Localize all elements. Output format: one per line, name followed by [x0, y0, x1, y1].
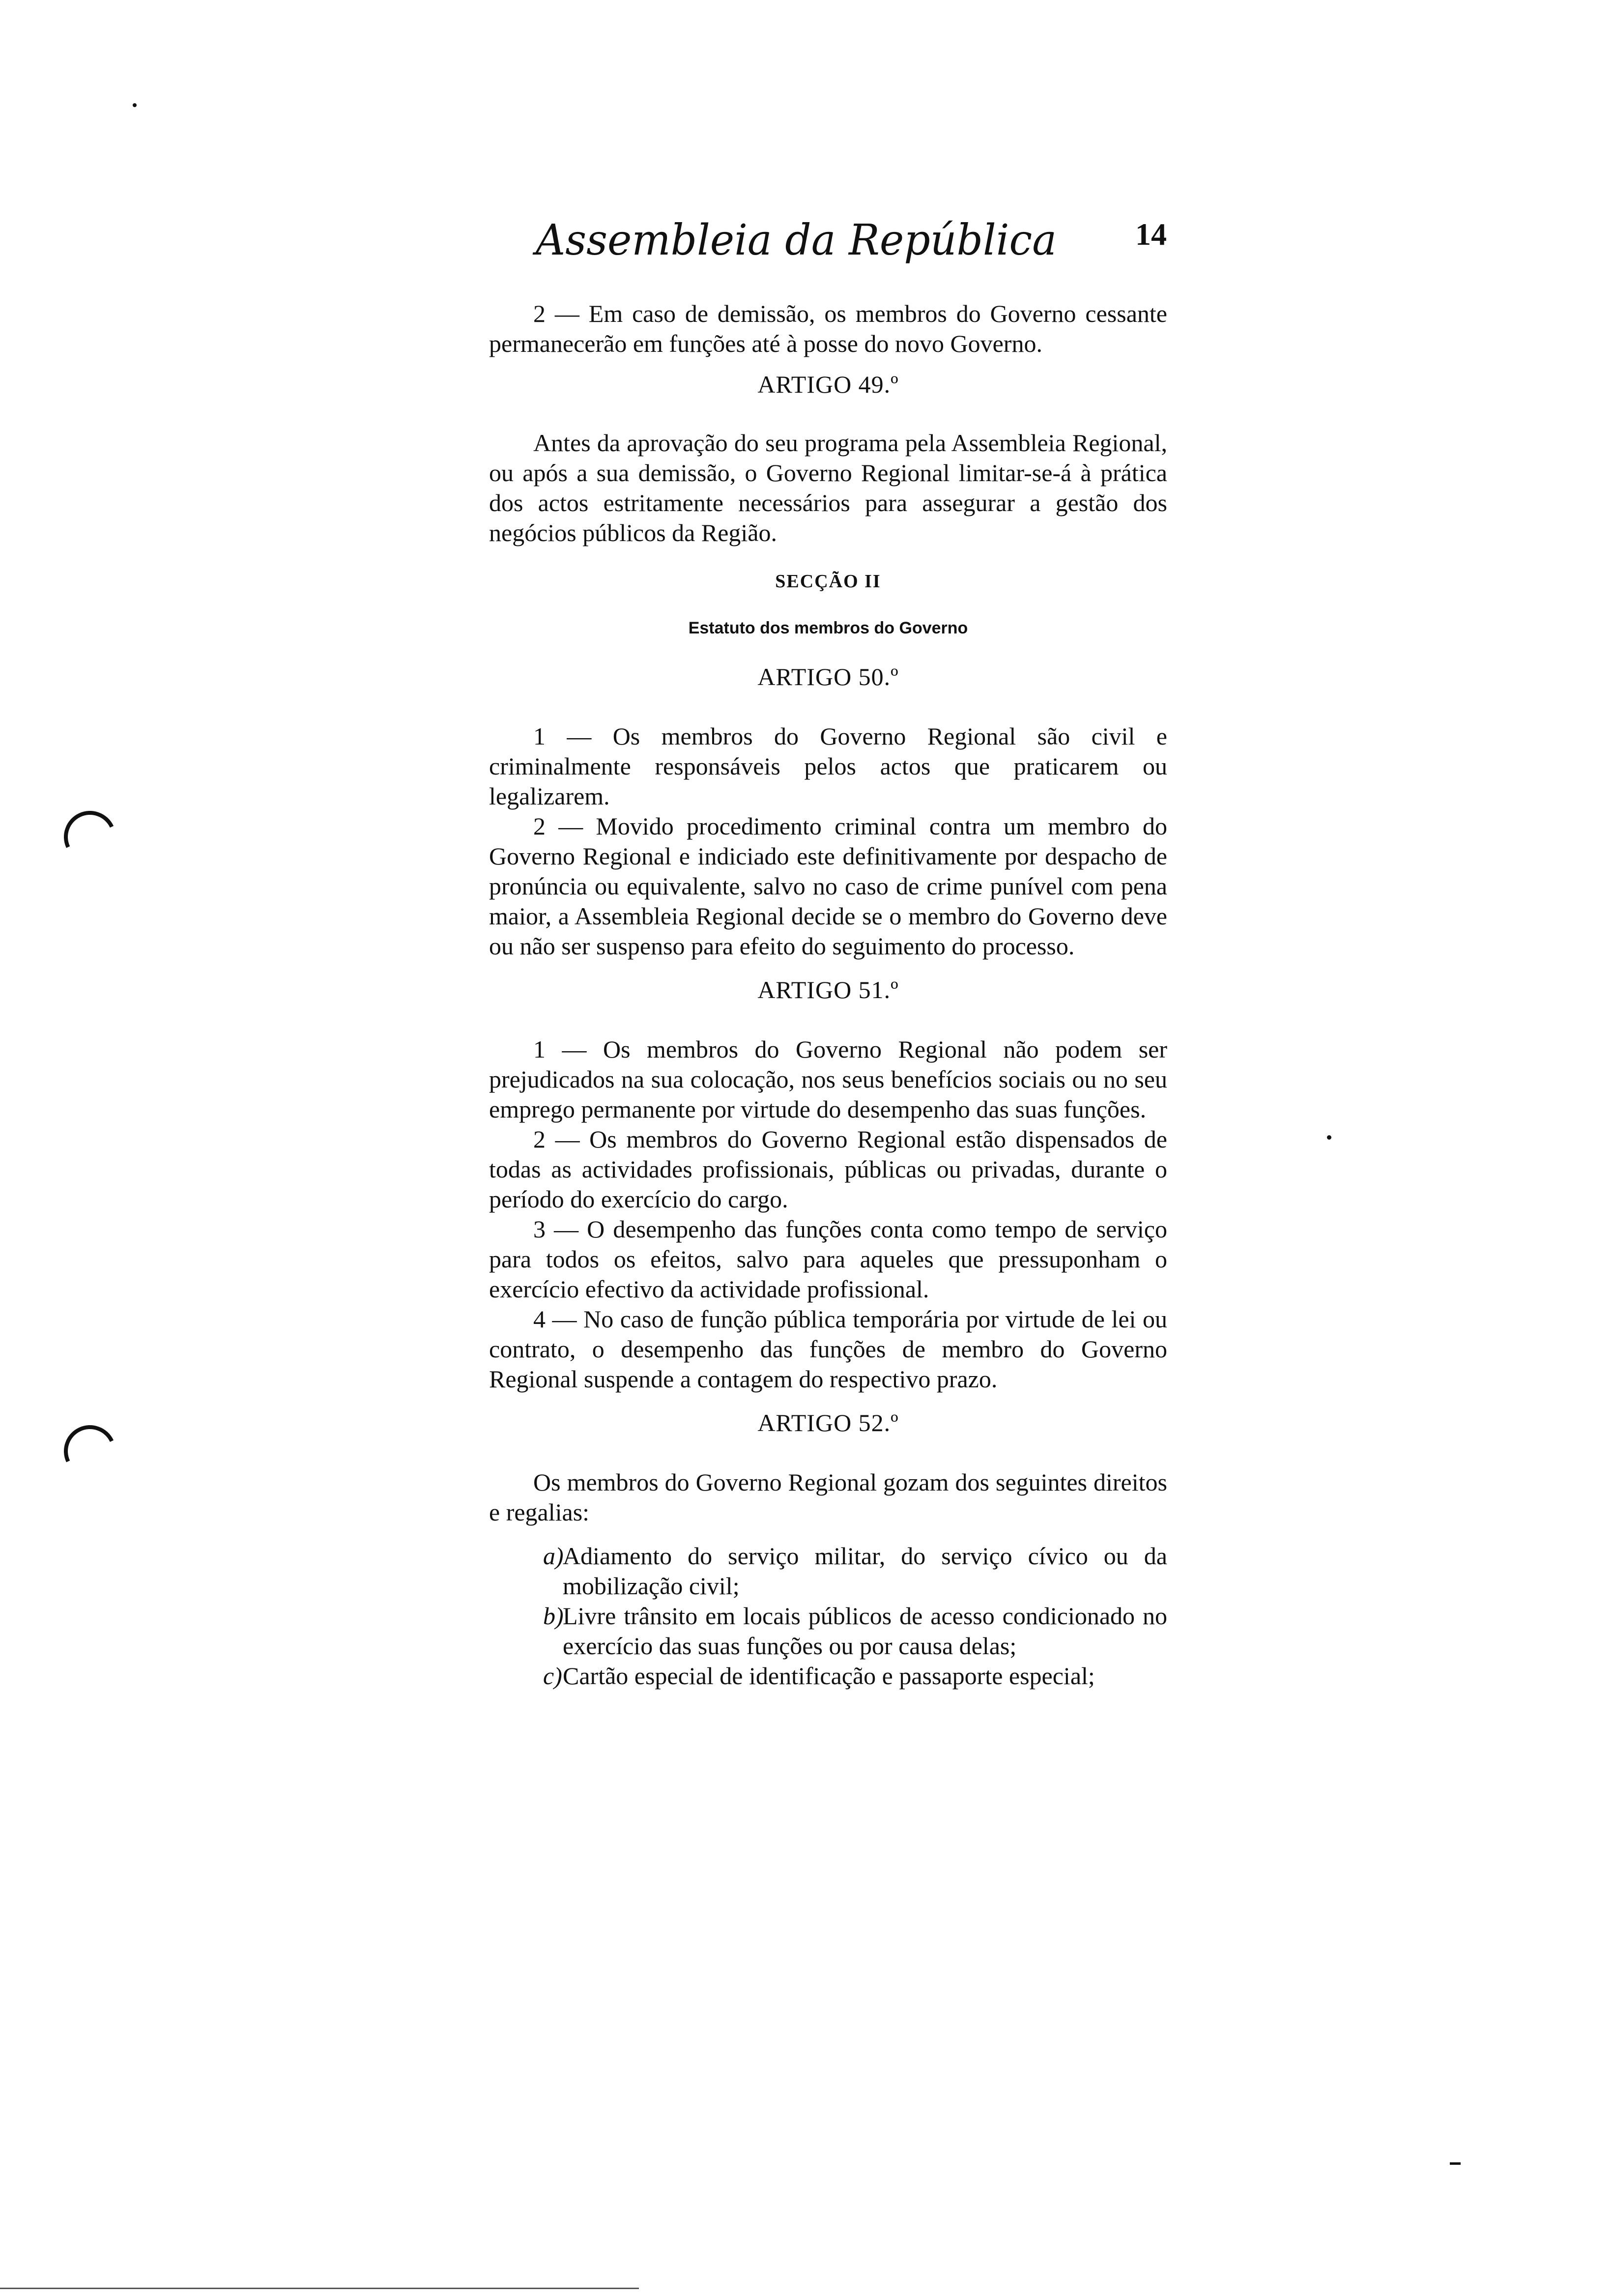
list-item-text: Livre trânsito em locais públicos de acesso condicionado no exercício das suas funções ou por causa delas;	[563, 1602, 1167, 1660]
scan-speck	[1327, 1135, 1331, 1140]
list-item-text: Adiamento do serviço militar, do serviço cívico ou da mobilização civil;	[563, 1542, 1167, 1600]
punch-hole-mark-top	[57, 804, 123, 870]
svg-text:Assembleia da República: Assembleia da República	[532, 216, 1057, 265]
article-49-text: Antes da aprovação do seu programa pela Assembleia Regional, ou após a sua demissão, o Governo Regional limitar-se-á à prática dos actos estritamente necessários para assegurar a gestão dos negócios públicos da Região.	[489, 429, 1167, 546]
list-item	[489, 1661, 1167, 1691]
section-subheading: Estatuto dos membros do Governo	[688, 619, 968, 637]
article-52-heading: ARTIGO 52.º	[757, 1409, 899, 1436]
section-heading: SECÇÃO II	[775, 571, 881, 592]
list-item	[489, 1541, 1167, 1601]
scan-edge-line	[0, 2288, 639, 2289]
article-51-paragraph-2: 2 — Os membros do Governo Regional estão dispensados de todas as actividades profissionais, públicas ou privadas, durante o período do exercício do cargo.	[489, 1125, 1167, 1213]
list-item-label: b)	[543, 1602, 564, 1630]
list-item-text: Cartão especial de identificação e passaporte especial;	[563, 1662, 1095, 1690]
punch-hole-mark-bottom	[57, 1418, 123, 1485]
list-item-label: c)	[543, 1662, 562, 1690]
article-49-heading: ARTIGO 49.º	[757, 371, 899, 398]
list-item	[489, 1601, 1167, 1661]
article-50-paragraph-1: 1 — Os membros do Governo Regional são civil e criminalmente responsáveis pelos actos que praticarem ou legalizarem.	[489, 722, 1167, 810]
article-52-intro: Os membros do Governo Regional gozam dos seguintes direitos e regalias:	[489, 1468, 1167, 1526]
article-50-paragraph-2: 2 — Movido procedimento criminal contra um membro do Governo Regional e indiciado este definitivamente por despacho de pronúncia ou equivalente, salvo no caso de crime punível com pena maior, a Assembleia Regional decide se o membro do Governo deve ou não ser suspenso para efeito do seguimento do processo.	[489, 812, 1167, 960]
article-51-paragraph-3: 3 — O desempenho das funções conta como tempo de serviço para todos os efeitos, salvo para aqueles que pressuponham o exercício efectivo da actividade profissional.	[489, 1215, 1167, 1303]
article-52-list	[489, 1541, 1167, 1691]
page-header	[531, 216, 1170, 270]
assembleia-logo	[531, 216, 1071, 270]
main-text-column	[489, 299, 1167, 1691]
list-item-label: a)	[543, 1542, 564, 1570]
scan-speck	[133, 103, 137, 107]
intro-paragraph: 2 — Em caso de demissão, os membros do Governo cessante permanecerão em funções até à posse do novo Governo.	[489, 300, 1167, 357]
scan-speck	[1450, 2162, 1461, 2165]
article-50-heading: ARTIGO 50.º	[757, 663, 899, 690]
article-51-paragraph-1: 1 — Os membros do Governo Regional não podem ser prejudicados na sua colocação, nos seus benefícios sociais ou no seu emprego permanente por virtude do desempenho das suas funções.	[489, 1035, 1167, 1123]
article-51-heading: ARTIGO 51.º	[757, 976, 899, 1004]
page-number: 14	[1135, 217, 1167, 252]
article-51-paragraph-4: 4 — No caso de função pública temporária por virtude de lei ou contrato, o desempenho das funções de membro do Governo Regional suspende a contagem do respectivo prazo.	[489, 1305, 1167, 1393]
